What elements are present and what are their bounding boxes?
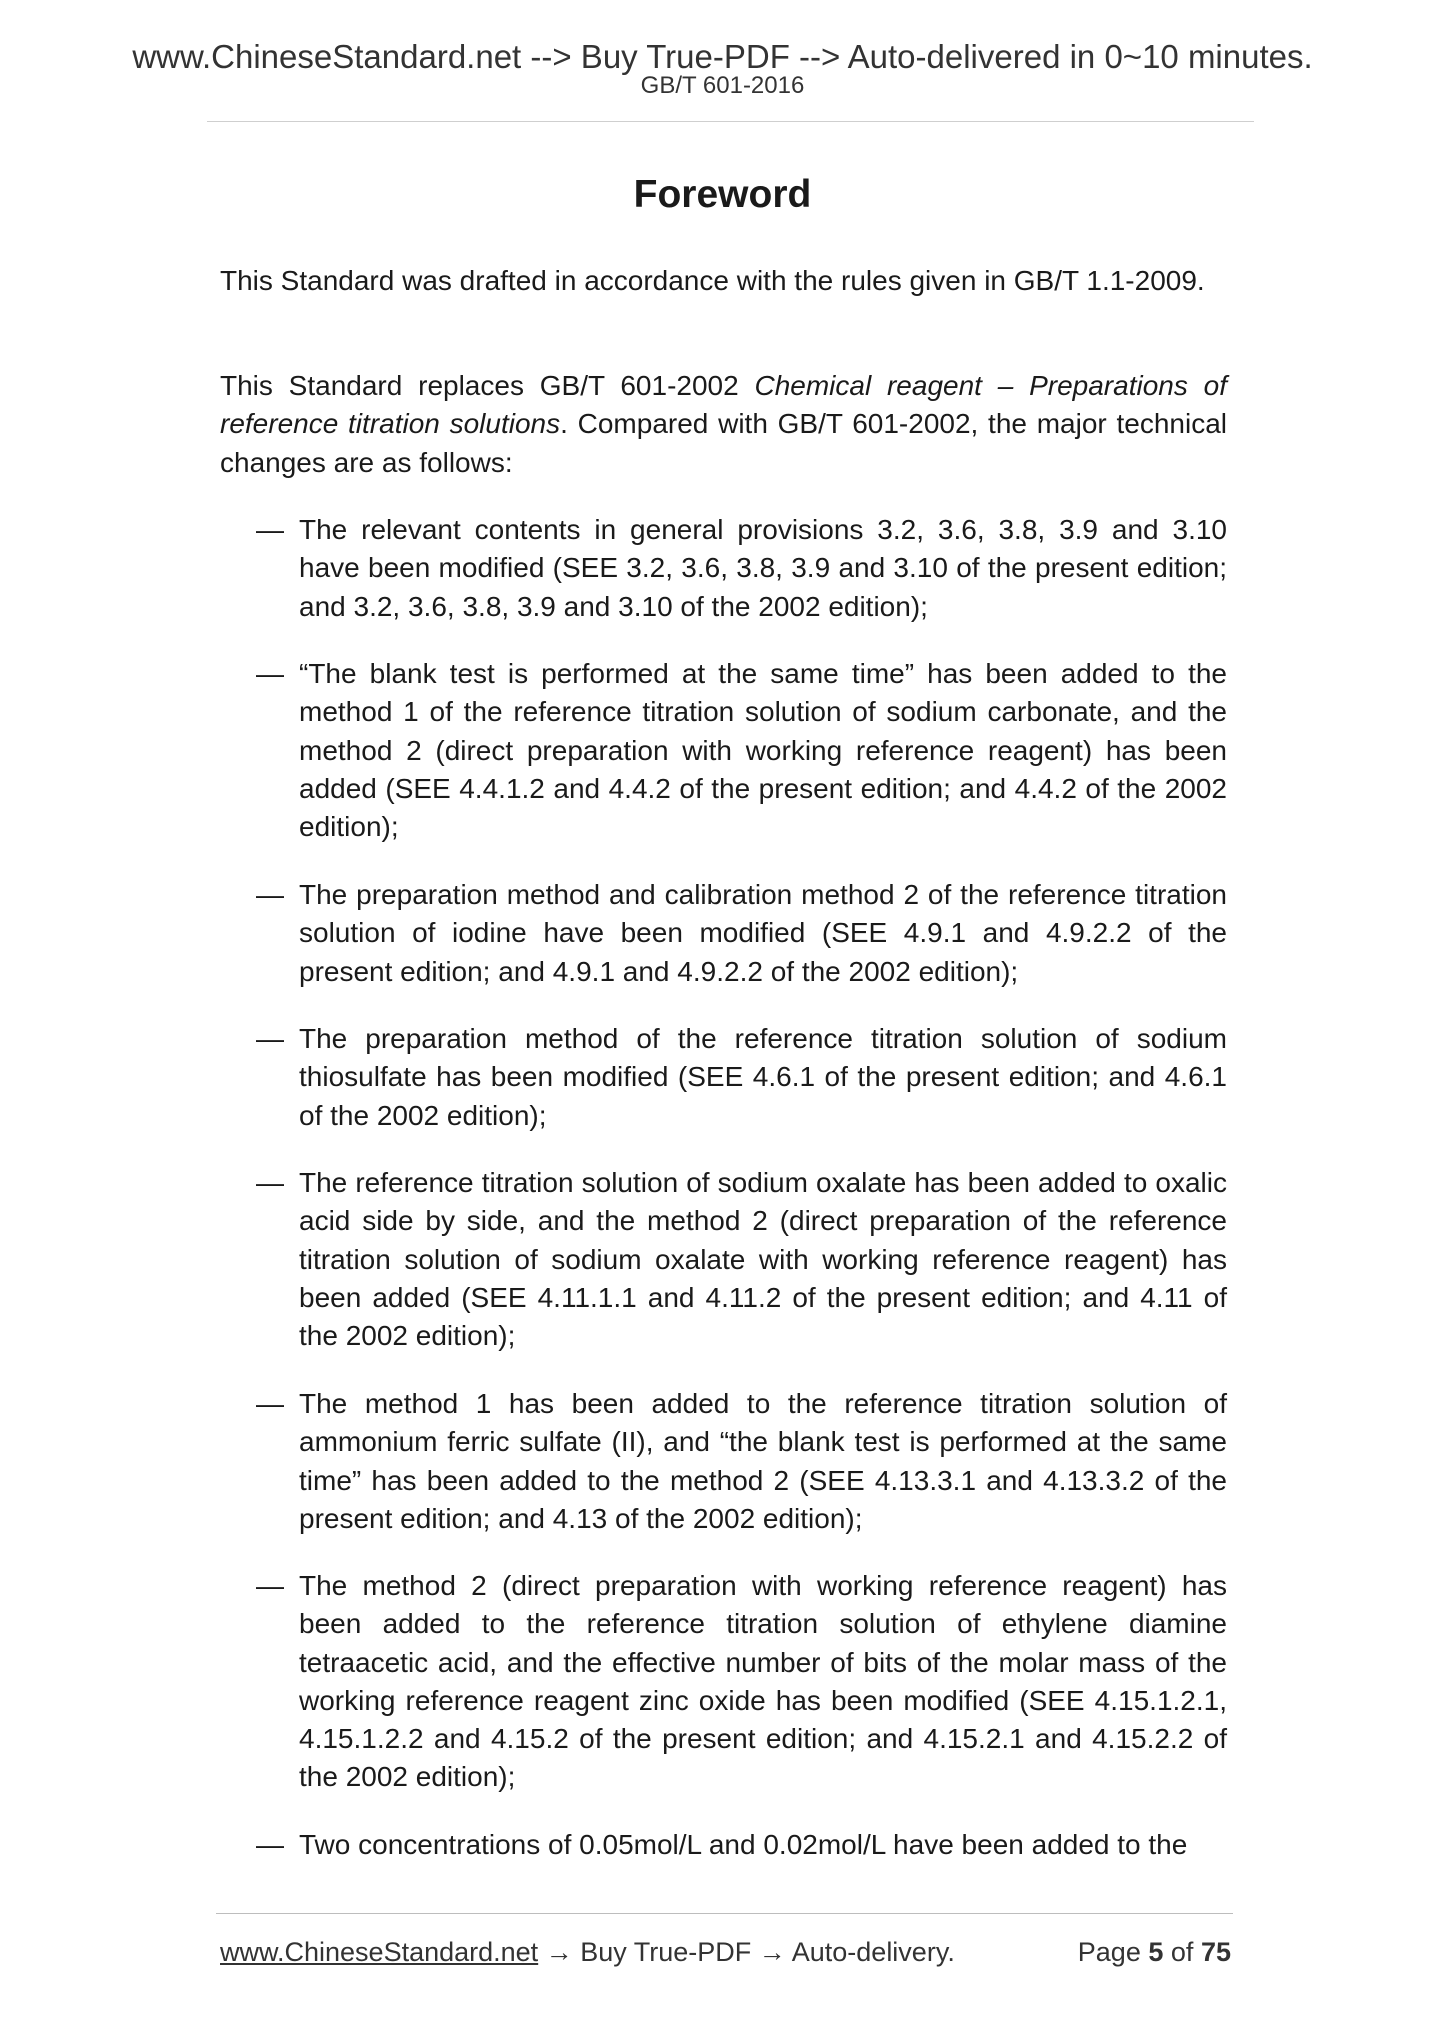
- list-item-text: The method 2 (direct preparation with working reference reagent) has been added to the reference titration solution of ethylene diamine tetraacetic acid, and the effective number of bits of the molar mass of the working reference reagent zinc oxide has been modified (SEE 4.15.1.2.1, 4.15.1.2.2 and 4.15.2 of the present edition; and 4.15.2.1 and 4.15.2.2 of the 2002 edition);: [299, 1570, 1227, 1793]
- list-item-text: The relevant contents in general provisions 3.2, 3.6, 3.8, 3.9 and 3.10 have been modified (SEE 3.2, 3.6, 3.8, 3.9 and 3.10 of the present edition; and 3.2, 3.6, 3.8, 3.9 and 3.10 of the 2002 edition);: [299, 514, 1227, 622]
- list-item: [256, 1826, 1227, 1864]
- list-item-text: Two concentrations of 0.05mol/L and 0.02mol/L have been added to the: [299, 1829, 1188, 1860]
- list-item: [256, 511, 1227, 626]
- page-title: Foreword: [633, 173, 812, 216]
- intro-paragraph-2: [220, 367, 1227, 482]
- list-item-text: The preparation method of the reference titration solution of sodium thiosulfate has been modified (SEE 4.6.1 of the present edition; and 4.6.1 of the 2002 edition);: [299, 1023, 1227, 1131]
- intro-paragraph-2-end: . Compared with GB/T 601-2002, the major technical changes are as follows:: [220, 408, 1227, 478]
- dash-bullet: —: [256, 1829, 284, 1860]
- footer-divider: [216, 1913, 1233, 1914]
- intro-paragraph-1: This Standard was drafted in accordance with the rules given in GB/T 1.1-2009.: [220, 265, 1205, 296]
- page-label: Page: [1077, 1937, 1141, 1967]
- list-item: [256, 1385, 1227, 1538]
- dash-bullet: —: [256, 1023, 284, 1054]
- footer-promo: [220, 1936, 955, 1968]
- dash-bullet: —: [256, 1388, 284, 1419]
- list-item-text: The reference titration solution of sodium oxalate has been added to oxalic acid side by side, and the method 2 (direct preparation of the reference titration solution of sodium oxalate with working reference reagent) has been added (SEE 4.11.1.1 and 4.11.2 of the present edition; and 4.11 of the 2002 edition);: [299, 1167, 1227, 1352]
- total-pages: 75: [1200, 1937, 1231, 1967]
- list-item-text: The method 1 has been added to the reference titration solution of ammonium ferric sulfate (II), and “the blank test is performed at the same time” has been added to the method 2 (SEE 4.13.3.1 and 4.13.3.2 of the present edition; and 4.13 of the 2002 edition);: [299, 1388, 1227, 1534]
- standard-code: GB/T 601-2016: [640, 72, 805, 99]
- of-label: of: [1170, 1937, 1194, 1967]
- list-item: [256, 655, 1227, 846]
- header-banner: www.ChineseStandard.net --> Buy True-PDF --> Auto-delivered in 0~10 minutes.: [132, 38, 1313, 75]
- page-number: 5: [1148, 1937, 1164, 1967]
- intro-paragraph-2-start: This Standard replaces GB/T 601-2002: [220, 370, 755, 401]
- dash-bullet: —: [256, 1167, 284, 1198]
- list-item: [256, 1567, 1227, 1797]
- list-item: [256, 1020, 1227, 1135]
- list-item: [256, 1164, 1227, 1355]
- dash-bullet: —: [256, 658, 284, 689]
- dash-bullet: —: [256, 879, 284, 910]
- replaced-standard-title: Chemical reagent – Preparations of reference titration solutions: [220, 370, 1227, 440]
- dash-bullet: —: [256, 1570, 284, 1601]
- dash-bullet: —: [256, 514, 284, 545]
- list-item: [256, 876, 1227, 991]
- list-item-text: “The blank test is performed at the same time” has been added to the method 1 of the reference titration solution of sodium carbonate, and the method 2 (direct preparation with working reference reagent) has been added (SEE 4.4.1.2 and 4.4.2 of the present edition; and 4.4.2 of the 2002 edition);: [299, 658, 1227, 843]
- list-item-text: The preparation method and calibration method 2 of the reference titration solution of iodine have been modified (SEE 4.9.1 and 4.9.2.2 of the present edition; and 4.9.1 and 4.9.2.2 of the 2002 edition);: [299, 879, 1227, 987]
- footer-site-link[interactable]: www.ChineseStandard.net: [220, 1937, 539, 1967]
- footer-tagline: → Buy True-PDF → Auto-delivery.: [538, 1937, 955, 1967]
- header-divider: [207, 121, 1254, 122]
- page-indicator: [1078, 1936, 1231, 1968]
